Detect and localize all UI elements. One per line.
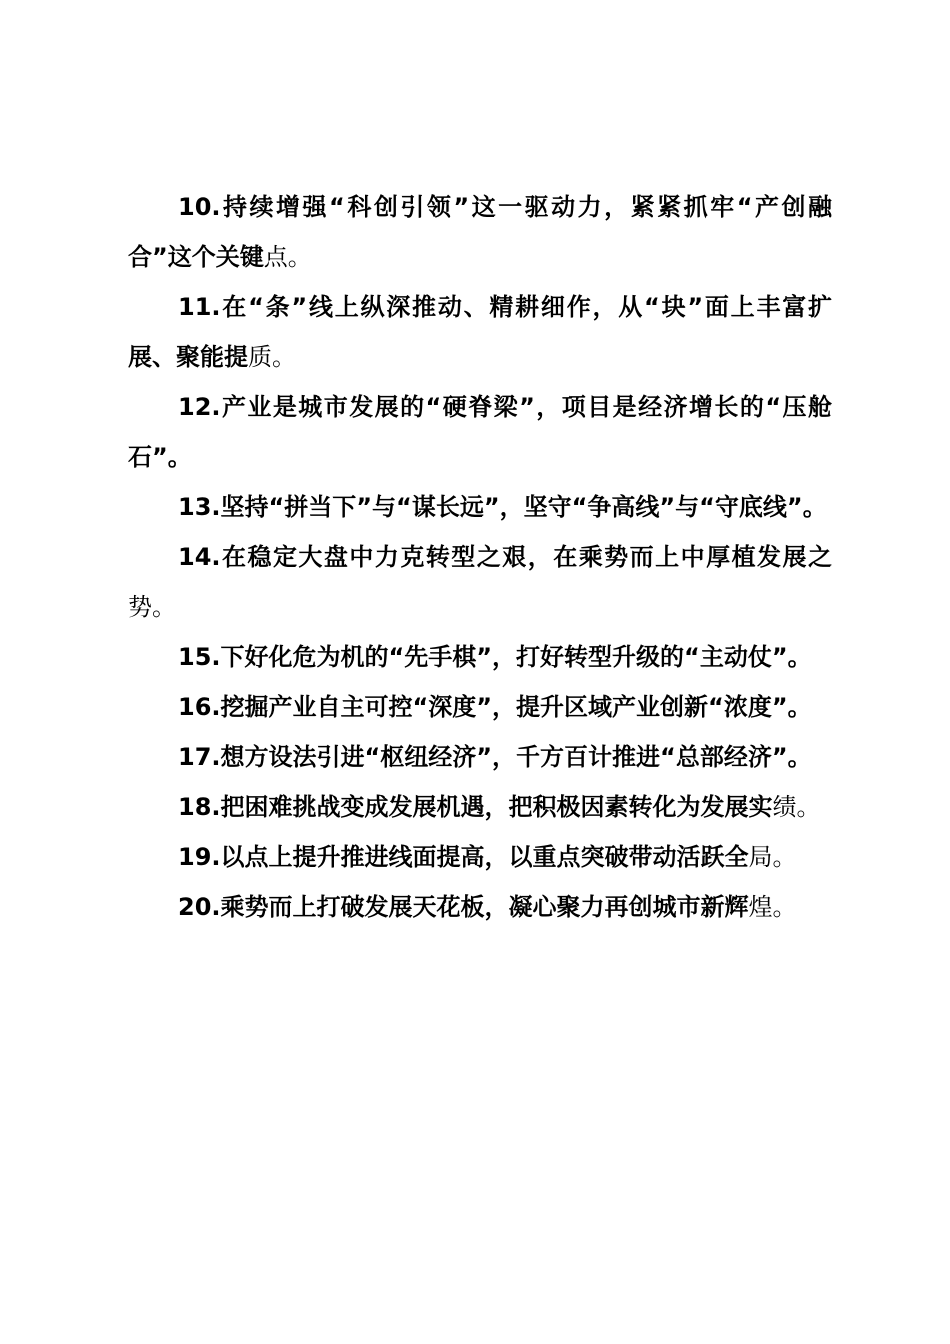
paragraph-tail: 质。 [248, 343, 296, 371]
paragraph-12 [128, 382, 832, 482]
paragraph-11 [128, 282, 832, 382]
paragraph-13 [128, 482, 832, 532]
paragraph-18 [128, 782, 832, 832]
paragraph-text: 12.产业是城市发展的“硬脊梁”，项目是经济增长的“压舱石”。 [128, 393, 832, 471]
paragraph-tail: 煌。 [748, 893, 797, 921]
paragraph-text: 19.以点上提升推进线面提高，以重点突破带动活跃全 [178, 843, 749, 871]
paragraph-15 [128, 632, 832, 682]
paragraph-19 [128, 832, 832, 882]
paragraph-20 [128, 882, 832, 932]
paragraph-text: 20.乘势而上打破发展天花板，凝心聚力再创城市新辉 [178, 893, 749, 921]
paragraph-text: 11.在“条”线上纵深推动、精耕细作，从“块”面上丰富扩展、聚能提 [128, 293, 832, 371]
paragraph-tail: 势。 [128, 593, 176, 621]
paragraph-10 [128, 182, 832, 282]
paragraph-text: 15.下好化危为机的“先手棋”，打好转型升级的“主动仗”。 [178, 643, 812, 671]
paragraph-text: 13.坚持“拼当下”与“谋长远”，坚守“争高线”与“守底线”。 [178, 493, 827, 521]
paragraph-17 [128, 732, 832, 782]
paragraph-text: 18.把困难挑战变成发展机遇，把积极因素转化为发展实 [178, 793, 773, 821]
document-body [128, 182, 832, 932]
paragraph-tail: 局。 [748, 843, 797, 871]
paragraph-text: 17.想方设法引进“枢纽经济”，千方百计推进“总部经济”。 [178, 743, 812, 771]
paragraph-16 [128, 682, 832, 732]
paragraph-text: 10.持续增强“科创引领”这一驱动力，紧紧抓牢“产创融合”这个关键 [128, 193, 832, 271]
paragraph-tail: 绩。 [772, 793, 821, 821]
paragraph-14 [128, 532, 832, 632]
paragraph-text: 14.在稳定大盘中力克转型之艰，在乘势而上中厚植发展之 [178, 543, 832, 571]
paragraph-tail: 点。 [263, 243, 312, 271]
paragraph-text: 16.挖掘产业自主可控“深度”，提升区域产业创新“浓度”。 [178, 693, 812, 721]
